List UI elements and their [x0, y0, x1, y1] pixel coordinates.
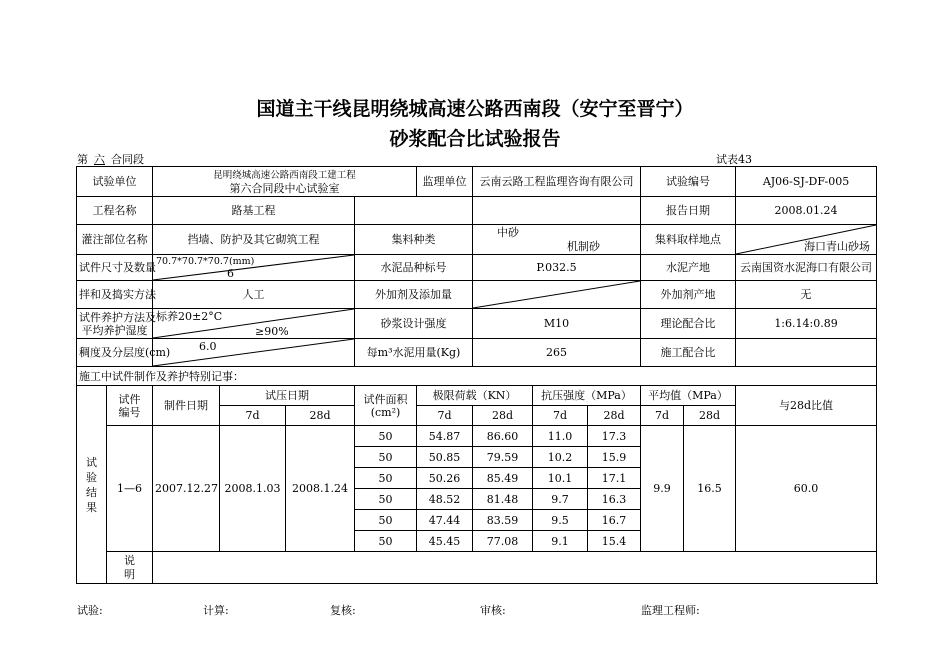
- table-row-load-7d: 54.87: [417, 426, 473, 447]
- cement-amount-value: 265: [473, 339, 641, 367]
- table-row-strength-7d: 9.5: [533, 510, 588, 531]
- table-row-strength-28d: 16.3: [588, 489, 641, 510]
- test-date-header: 试压日期: [220, 386, 355, 406]
- load-header: 极限荷载（KN）: [417, 386, 533, 406]
- remarks-label-text: 说明: [124, 553, 135, 581]
- ratio-value: 60.0: [736, 426, 877, 552]
- average-28d-header: 28d: [684, 406, 736, 426]
- table-row-area: 50: [355, 531, 417, 552]
- table-row-area: 50: [355, 447, 417, 468]
- contract-prefix: 第: [77, 153, 88, 166]
- table-row-strength-7d: 9.1: [533, 531, 588, 552]
- mixing-method-value: 人工: [153, 281, 355, 309]
- report-date-label: 报告日期: [641, 197, 736, 225]
- test-unit-line1: 昆明绕城高速公路西南段工建工程: [213, 169, 356, 181]
- table-row-load-7d: 48.52: [417, 489, 473, 510]
- aggregate-type-top: 中砂: [497, 226, 520, 239]
- table-row-strength-7d: 9.7: [533, 489, 588, 510]
- form-number: 试表43: [716, 153, 752, 166]
- strength-28d-header: 28d: [588, 406, 641, 426]
- curing-label-line2: 平均养护湿度: [81, 323, 148, 337]
- remarks-label: [107, 552, 153, 584]
- make-date-value: 2007.12.27: [153, 426, 220, 552]
- test-unit-value: [153, 167, 417, 197]
- table-row-load-7d: 50.85: [417, 447, 473, 468]
- test-date-7d-value: 2008.1.03: [220, 426, 286, 552]
- consistency-label: 稠度及分层度(cm): [77, 339, 153, 367]
- supervision-value: 云南云路工程监理咨询有限公司: [473, 167, 641, 197]
- test-unit-line2: 第六合同段中心试验室: [229, 181, 340, 195]
- consistency-text: 6.0: [199, 340, 217, 353]
- cement-origin-label: 水泥产地: [641, 255, 736, 281]
- contract-suffix: 合同段: [111, 153, 144, 166]
- table-row-strength-7d: 10.1: [533, 468, 588, 489]
- area-header: [355, 386, 417, 426]
- specimen-count-text: 6: [227, 267, 234, 280]
- curing-method-value: [153, 309, 355, 339]
- cement-origin-value: 云南国资水泥海口有限公司: [736, 255, 877, 281]
- table-row-load-28d: 86.60: [473, 426, 533, 447]
- table-row-load-28d: 81.48: [473, 489, 533, 510]
- pour-location-value: 挡墙、防护及其它砌筑工程: [153, 225, 355, 255]
- admixture-origin-label: 外加剂产地: [641, 281, 736, 309]
- table-row-strength-28d: 16.7: [588, 510, 641, 531]
- construction-ratio-label: 施工配合比: [641, 339, 736, 367]
- test-number-label: 试验编号: [641, 167, 736, 197]
- design-strength-value: M10: [473, 309, 641, 339]
- specimen-size-text: 70.7*70.7*70.7(mm): [156, 256, 255, 267]
- curing-humidity-text: ≥90%: [255, 325, 289, 338]
- table-row-strength-28d: 15.9: [588, 447, 641, 468]
- average-28d-value: 16.5: [684, 426, 736, 552]
- project-blank-cell-2: [473, 197, 641, 225]
- test-number-value: AJ06-SJ-DF-005: [736, 167, 877, 197]
- supervision-label: 监理单位: [417, 167, 473, 197]
- table-row-strength-28d: 17.1: [588, 468, 641, 489]
- admixture-label: 外加剂及添加量: [355, 281, 473, 309]
- admixture-value: [473, 281, 641, 309]
- table-row-load-28d: 85.49: [473, 468, 533, 489]
- load-7d-header: 7d: [417, 406, 473, 426]
- strength-header: 抗压强度（MPa）: [533, 386, 641, 406]
- table-row-area: 50: [355, 489, 417, 510]
- strength-7d-header: 7d: [533, 406, 588, 426]
- table-row-strength-28d: 17.3: [588, 426, 641, 447]
- consistency-value: [153, 339, 355, 367]
- specimen-size-label: 试件尺寸及数量: [77, 255, 153, 281]
- cement-amount-label: 每m³水泥用量(Kg): [355, 339, 473, 367]
- project-name-value: 路基工程: [153, 197, 355, 225]
- sample-site-text: 海口青山砂场: [804, 240, 871, 253]
- results-side-label: [77, 386, 107, 584]
- footer-auditor: 审核:: [480, 604, 506, 617]
- table-row-load-7d: 50.26: [417, 468, 473, 489]
- test-date-28d-header: 28d: [286, 406, 355, 426]
- area-header-text: 试件面积(cm²): [363, 392, 408, 419]
- curing-method-text: 标养20±2°C: [156, 310, 223, 323]
- design-strength-label: 砂浆设计强度: [355, 309, 473, 339]
- aggregate-type-bottom: 机制砂: [567, 240, 601, 253]
- footer-tester: 试验:: [77, 604, 103, 617]
- pour-location-label: 灌注部位名称: [77, 225, 153, 255]
- theory-ratio-label: 理论配合比: [641, 309, 736, 339]
- remarks-value: [153, 552, 877, 584]
- average-7d-header: 7d: [641, 406, 684, 426]
- footer-supervisor: 监理工程师:: [641, 604, 700, 617]
- table-row-strength-28d: 15.4: [588, 531, 641, 552]
- admixture-diagonal: [473, 281, 640, 308]
- table-row-area: 50: [355, 468, 417, 489]
- admixture-origin-value: 无: [736, 281, 877, 309]
- cement-grade-label: 水泥品种标号: [355, 255, 473, 281]
- project-blank-cell: [355, 197, 473, 225]
- footer-reviewer: 复核:: [330, 604, 356, 617]
- table-row-load-28d: 79.59: [473, 447, 533, 468]
- test-unit-label: 试验单位: [77, 167, 153, 197]
- table-row-load-7d: 45.45: [417, 531, 473, 552]
- results-side-text: 试验结果: [86, 455, 97, 514]
- specimen-no-header: [107, 386, 153, 426]
- table-row-load-28d: 77.08: [473, 531, 533, 552]
- project-name-label: 工程名称: [77, 197, 153, 225]
- make-date-header: 制件日期: [153, 386, 220, 426]
- average-header: 平均值（MPa）: [641, 386, 736, 406]
- curing-label-line1: 试件养护方法及: [79, 310, 156, 324]
- contract-number: 六: [94, 153, 105, 166]
- footer-calculator: 计算:: [203, 604, 229, 617]
- curing-method-label: [77, 309, 156, 339]
- theory-ratio-value: 1:6.14:0.89: [736, 309, 877, 339]
- construction-ratio-value: [736, 339, 877, 367]
- aggregate-type-value: [473, 225, 641, 255]
- table-row-load-7d: 47.44: [417, 510, 473, 531]
- contract-section: [77, 151, 144, 167]
- sample-site-value: [736, 225, 877, 255]
- specimen-no-value: 1—6: [107, 426, 153, 552]
- report-title-line1: 国道主干线昆明绕城高速公路西南段（安宁至晋宁）: [256, 98, 694, 120]
- mixing-method-label: 拌和及捣实方法: [77, 281, 153, 309]
- report-title-line2: 砂浆配合比试验报告: [389, 128, 561, 150]
- specimen-no-header-text: 试件编号: [118, 392, 141, 419]
- test-date-7d-header: 7d: [220, 406, 286, 426]
- report-table: [76, 166, 877, 584]
- consistency-diagonal: [153, 339, 354, 366]
- aggregate-type-label: 集料种类: [355, 225, 473, 255]
- load-28d-header: 28d: [473, 406, 533, 426]
- cement-grade-value: P.032.5: [473, 255, 641, 281]
- specimen-size-value: [153, 255, 355, 281]
- sample-site-label: 集料取样地点: [641, 225, 736, 255]
- table-row-strength-7d: 10.2: [533, 447, 588, 468]
- special-notes-label: 施工中试件制作及养护特别记事：: [77, 367, 877, 386]
- table-row-strength-7d: 11.0: [533, 426, 588, 447]
- table-row-area: 50: [355, 510, 417, 531]
- test-date-28d-value: 2008.1.24: [286, 426, 355, 552]
- table-row-area: 50: [355, 426, 417, 447]
- average-7d-value: 9.9: [641, 426, 684, 552]
- ratio-header: 与28d比值: [736, 386, 877, 426]
- report-date-value: 2008.01.24: [736, 197, 877, 225]
- table-row-load-28d: 83.59: [473, 510, 533, 531]
